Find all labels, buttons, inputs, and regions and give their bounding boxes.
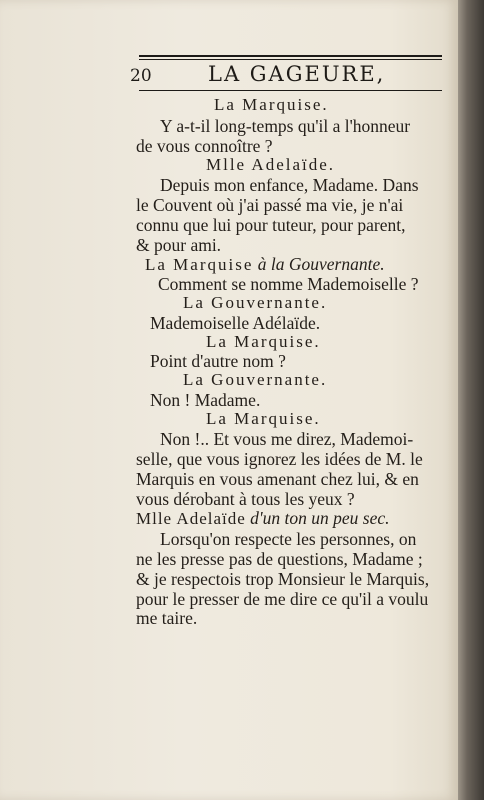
- page-number: 20: [130, 66, 152, 86]
- running-title: LA GAGEURE,: [208, 62, 386, 86]
- text-line: Non !.. Et vous me direz, Mademoi-: [160, 429, 414, 449]
- stage-direction: d'un ton un peu sec.: [245, 508, 390, 528]
- text-line: Comment se nomme Mademoiselle ?: [158, 274, 419, 294]
- text-line: connu que lui pour tuteur, pour parent,: [136, 215, 406, 235]
- text-line: Non ! Madame.: [150, 390, 261, 410]
- speaker-heading: Mlle Adelaïde.: [206, 155, 336, 174]
- text-line: le Couvent où j'ai passé ma vie, je n'ai: [136, 195, 404, 215]
- speaker-heading-with-direction: [136, 508, 390, 529]
- speaker-heading: La Gouvernante.: [183, 370, 328, 389]
- top-rule: [139, 55, 442, 57]
- header-rule: [139, 90, 442, 91]
- text-line: ne les presse pas de questions, Madame ;: [136, 549, 423, 569]
- text-line: Mademoiselle Adélaïde.: [150, 313, 321, 333]
- text-line: Marquis en vous amenant chez lui, & en: [136, 469, 419, 489]
- text-line: Lorsqu'on respecte les personnes, on: [160, 529, 417, 549]
- speaker-heading: La Gouvernante.: [183, 293, 328, 312]
- speaker-heading: La Marquise.: [214, 95, 329, 114]
- text-line: Y a-t-il long-temps qu'il a l'honneur: [160, 116, 411, 136]
- text-line: vous dérobant à tous les yeux ?: [136, 489, 355, 509]
- text-line: & pour ami.: [136, 235, 222, 255]
- speaker-heading: La Marquise.: [206, 409, 321, 428]
- speaker-name: Mlle Adelaïde: [136, 509, 246, 528]
- speaker-name: La Marquise: [145, 255, 254, 274]
- speaker-heading: La Marquise.: [206, 332, 321, 351]
- top-rule-thin: [139, 59, 442, 60]
- text-line: & je respectois trop Monsieur le Marquis,: [136, 569, 430, 589]
- text-line: pour le presser de me dire ce qu'il a voulu: [136, 589, 429, 609]
- text-line: Depuis mon enfance, Madame. Dans: [160, 175, 419, 195]
- text-line: de vous connoître ?: [136, 136, 273, 156]
- stage-direction: à la Gouvernante.: [253, 254, 385, 274]
- book-edge: [458, 0, 484, 800]
- speaker-heading-with-direction: [145, 254, 385, 275]
- running-header: [130, 62, 445, 88]
- text-line: Point d'autre nom ?: [150, 351, 286, 371]
- text-line: me taire.: [136, 608, 198, 628]
- text-line: selle, que vous ignorez les idées de M. le: [136, 449, 423, 469]
